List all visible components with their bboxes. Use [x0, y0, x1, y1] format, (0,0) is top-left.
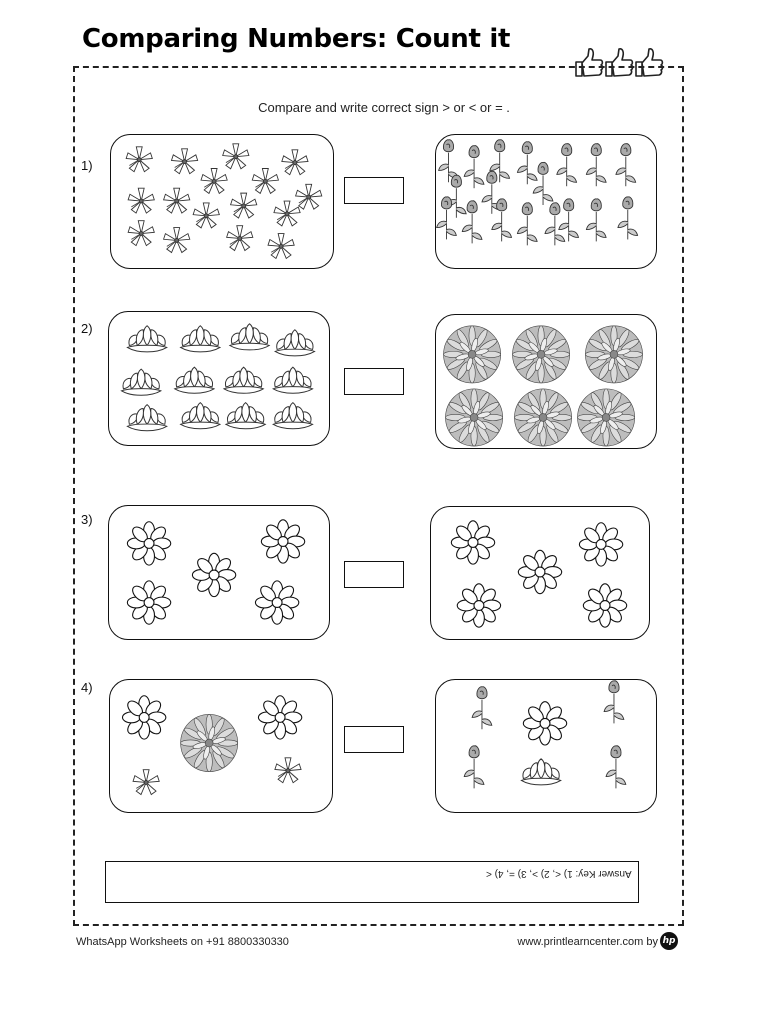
q3-left-daisy-group — [108, 505, 330, 640]
question-number: 2) — [81, 321, 93, 336]
answer-input-3[interactable] — [344, 561, 404, 588]
answer-input-2[interactable] — [344, 368, 404, 395]
question-number: 3) — [81, 512, 93, 527]
footer-website-link[interactable]: www.printlearncenter.com by — [517, 936, 658, 948]
answer-input-1[interactable] — [344, 177, 404, 204]
q1-right-rose-group — [435, 134, 657, 269]
q3-right-daisy-group — [430, 506, 650, 640]
instruction-text: Compare and write correct sign > or < or = . — [258, 100, 510, 115]
q2-right-chrysanthemum-group — [435, 314, 657, 449]
worksheet-title: Comparing Numbers: Count it — [82, 24, 511, 54]
hp-logo: hp — [660, 932, 678, 950]
question-number: 4) — [81, 680, 93, 695]
answer-key-box — [105, 861, 639, 903]
q4-right-mixed-group — [435, 679, 657, 813]
q2-left-lotus-group — [108, 311, 330, 446]
footer-whatsapp-text: WhatsApp Worksheets on +91 8800330330 — [76, 936, 289, 948]
answer-input-4[interactable] — [344, 726, 404, 753]
question-number: 1) — [81, 158, 93, 173]
answer-key-text: Answer Key: 1) <, 2) >, 3) =, 4) < — [486, 868, 632, 879]
q1-left-lily-group — [110, 134, 334, 269]
q4-left-mixed-group — [109, 679, 333, 813]
